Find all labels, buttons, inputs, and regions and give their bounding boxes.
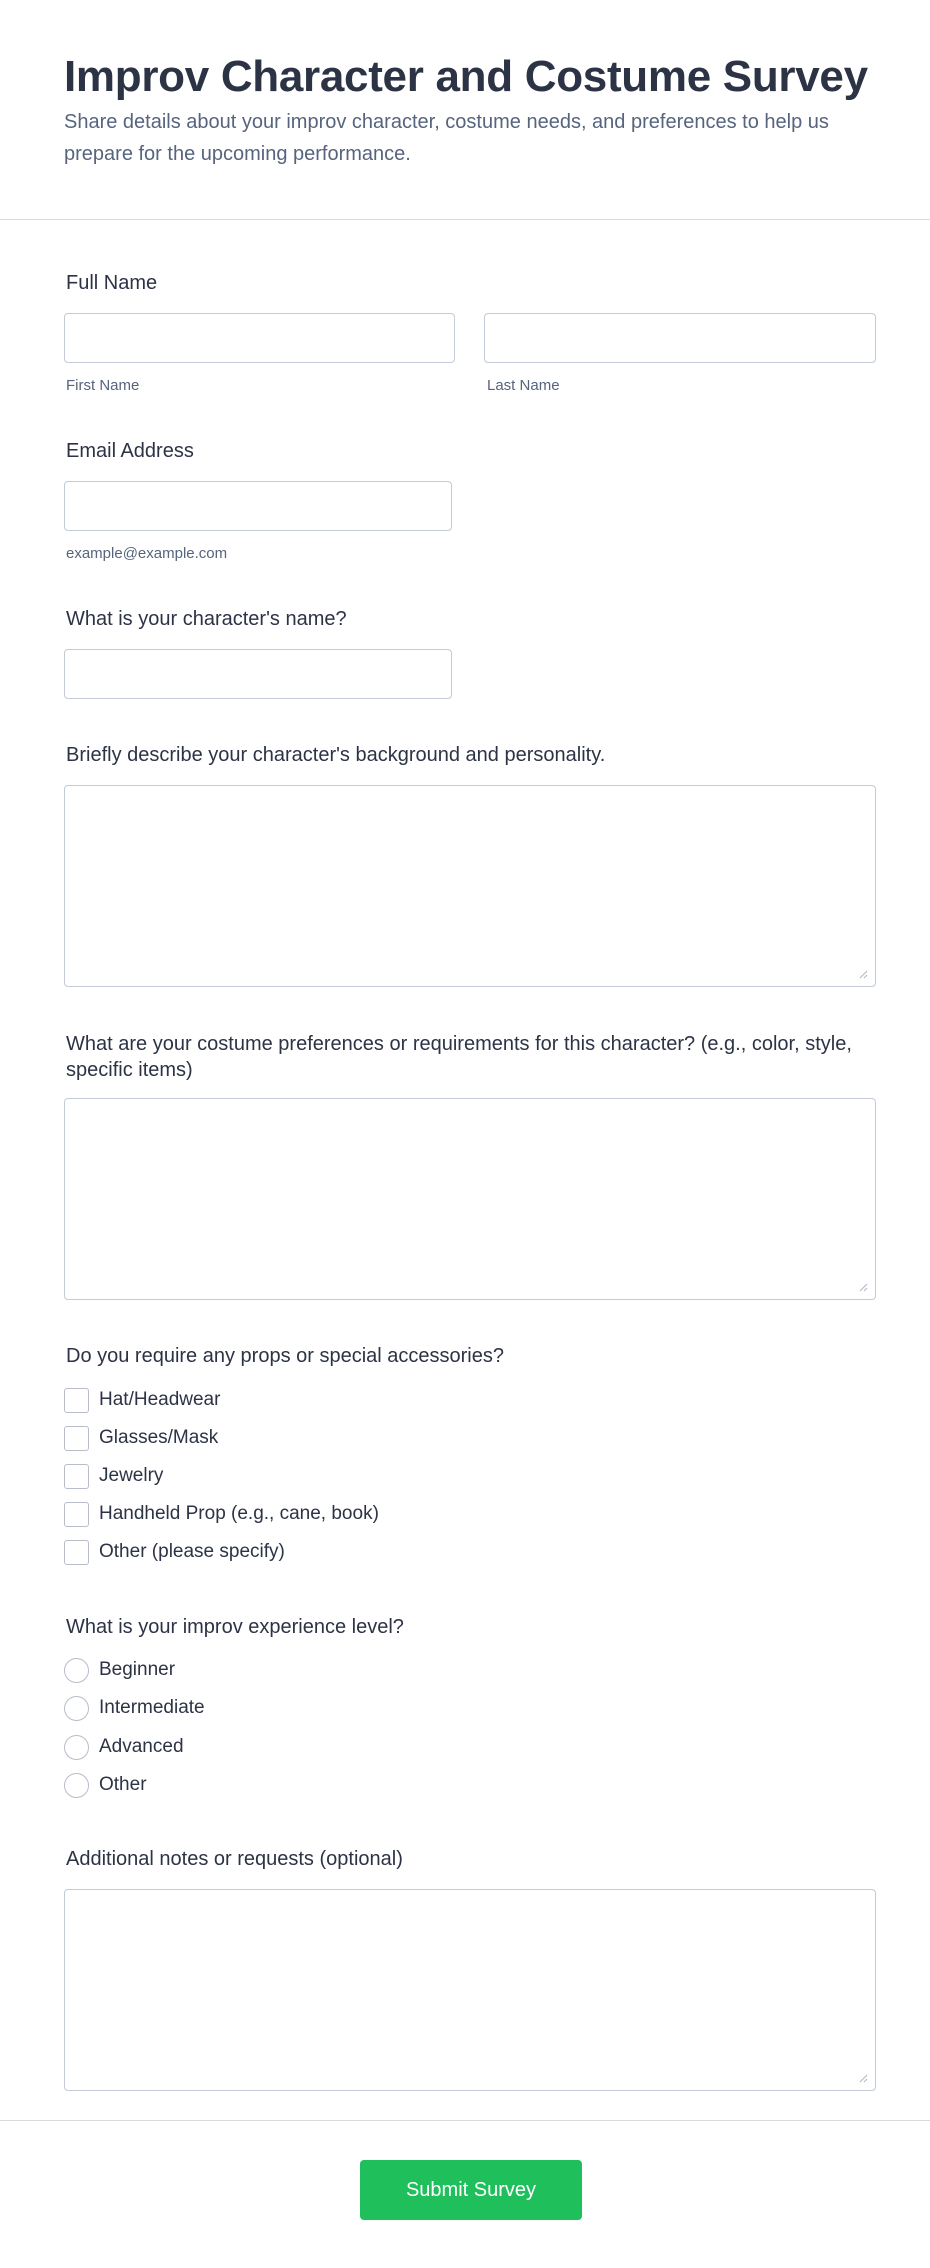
- notes-label: Additional notes or requests (optional): [66, 1848, 403, 1870]
- experience-option[interactable]: [64, 1734, 184, 1760]
- experience-option[interactable]: [64, 1772, 147, 1798]
- last-name-sublabel: Last Name: [487, 377, 560, 394]
- props-option-label: Other (please specify): [99, 1541, 285, 1562]
- props-option[interactable]: [64, 1539, 285, 1565]
- experience-option-label: Other: [99, 1774, 147, 1795]
- last-name-input[interactable]: [484, 313, 876, 363]
- radio-button[interactable]: [64, 1773, 89, 1798]
- props-option[interactable]: [64, 1387, 220, 1413]
- first-name-input[interactable]: [64, 313, 455, 363]
- props-option-label: Handheld Prop (e.g., cane, book): [99, 1503, 379, 1524]
- checkbox[interactable]: [64, 1502, 89, 1527]
- experience-option-label: Advanced: [99, 1736, 184, 1757]
- footer-divider: [0, 2120, 930, 2121]
- checkbox[interactable]: [64, 1464, 89, 1489]
- props-option[interactable]: [64, 1501, 379, 1527]
- radio-button[interactable]: [64, 1658, 89, 1683]
- checkbox[interactable]: [64, 1426, 89, 1451]
- radio-button[interactable]: [64, 1696, 89, 1721]
- experience-option-label: Intermediate: [99, 1697, 205, 1718]
- props-option[interactable]: [64, 1463, 163, 1489]
- experience-label: What is your improv experience level?: [66, 1616, 404, 1638]
- costume-label: What are your costume preferences or requirements for this character? (e.g., color, style, specific items): [66, 1033, 852, 1081]
- experience-option[interactable]: [64, 1695, 205, 1721]
- email-sublabel: example@example.com: [66, 545, 228, 562]
- resize-grip-icon[interactable]: [858, 1282, 868, 1292]
- background-textarea[interactable]: [64, 785, 876, 987]
- page-title: Improv Character and Costume Survey: [64, 52, 868, 101]
- resize-grip-icon[interactable]: [858, 2073, 868, 2083]
- full-name-label: Full Name: [66, 272, 158, 294]
- background-label: Briefly describe your character's background and personality.: [66, 744, 606, 766]
- email-label: Email Address: [66, 440, 194, 462]
- props-option-label: Glasses/Mask: [99, 1427, 219, 1448]
- costume-textarea[interactable]: [64, 1098, 876, 1300]
- checkbox[interactable]: [64, 1540, 89, 1565]
- email-input[interactable]: [64, 481, 452, 531]
- props-option-label: Jewelry: [99, 1465, 164, 1486]
- page-subtitle: Share details about your improv character, costume needs, and preferences to help us prepare for the upcoming performance.: [64, 111, 829, 165]
- resize-grip-icon[interactable]: [858, 969, 868, 979]
- experience-option[interactable]: [64, 1657, 175, 1683]
- props-option[interactable]: [64, 1425, 218, 1451]
- experience-option-label: Beginner: [99, 1659, 176, 1680]
- first-name-sublabel: First Name: [66, 377, 140, 394]
- notes-textarea[interactable]: [64, 1889, 876, 2091]
- character-name-label: What is your character's name?: [66, 608, 347, 630]
- radio-button[interactable]: [64, 1735, 89, 1760]
- props-option-label: Hat/Headwear: [99, 1389, 221, 1410]
- submit-button[interactable]: Submit Survey: [360, 2160, 582, 2220]
- props-label: Do you require any props or special accessories?: [66, 1345, 504, 1367]
- form-header: [0, 0, 930, 220]
- character-name-input[interactable]: [64, 649, 452, 699]
- checkbox[interactable]: [64, 1388, 89, 1413]
